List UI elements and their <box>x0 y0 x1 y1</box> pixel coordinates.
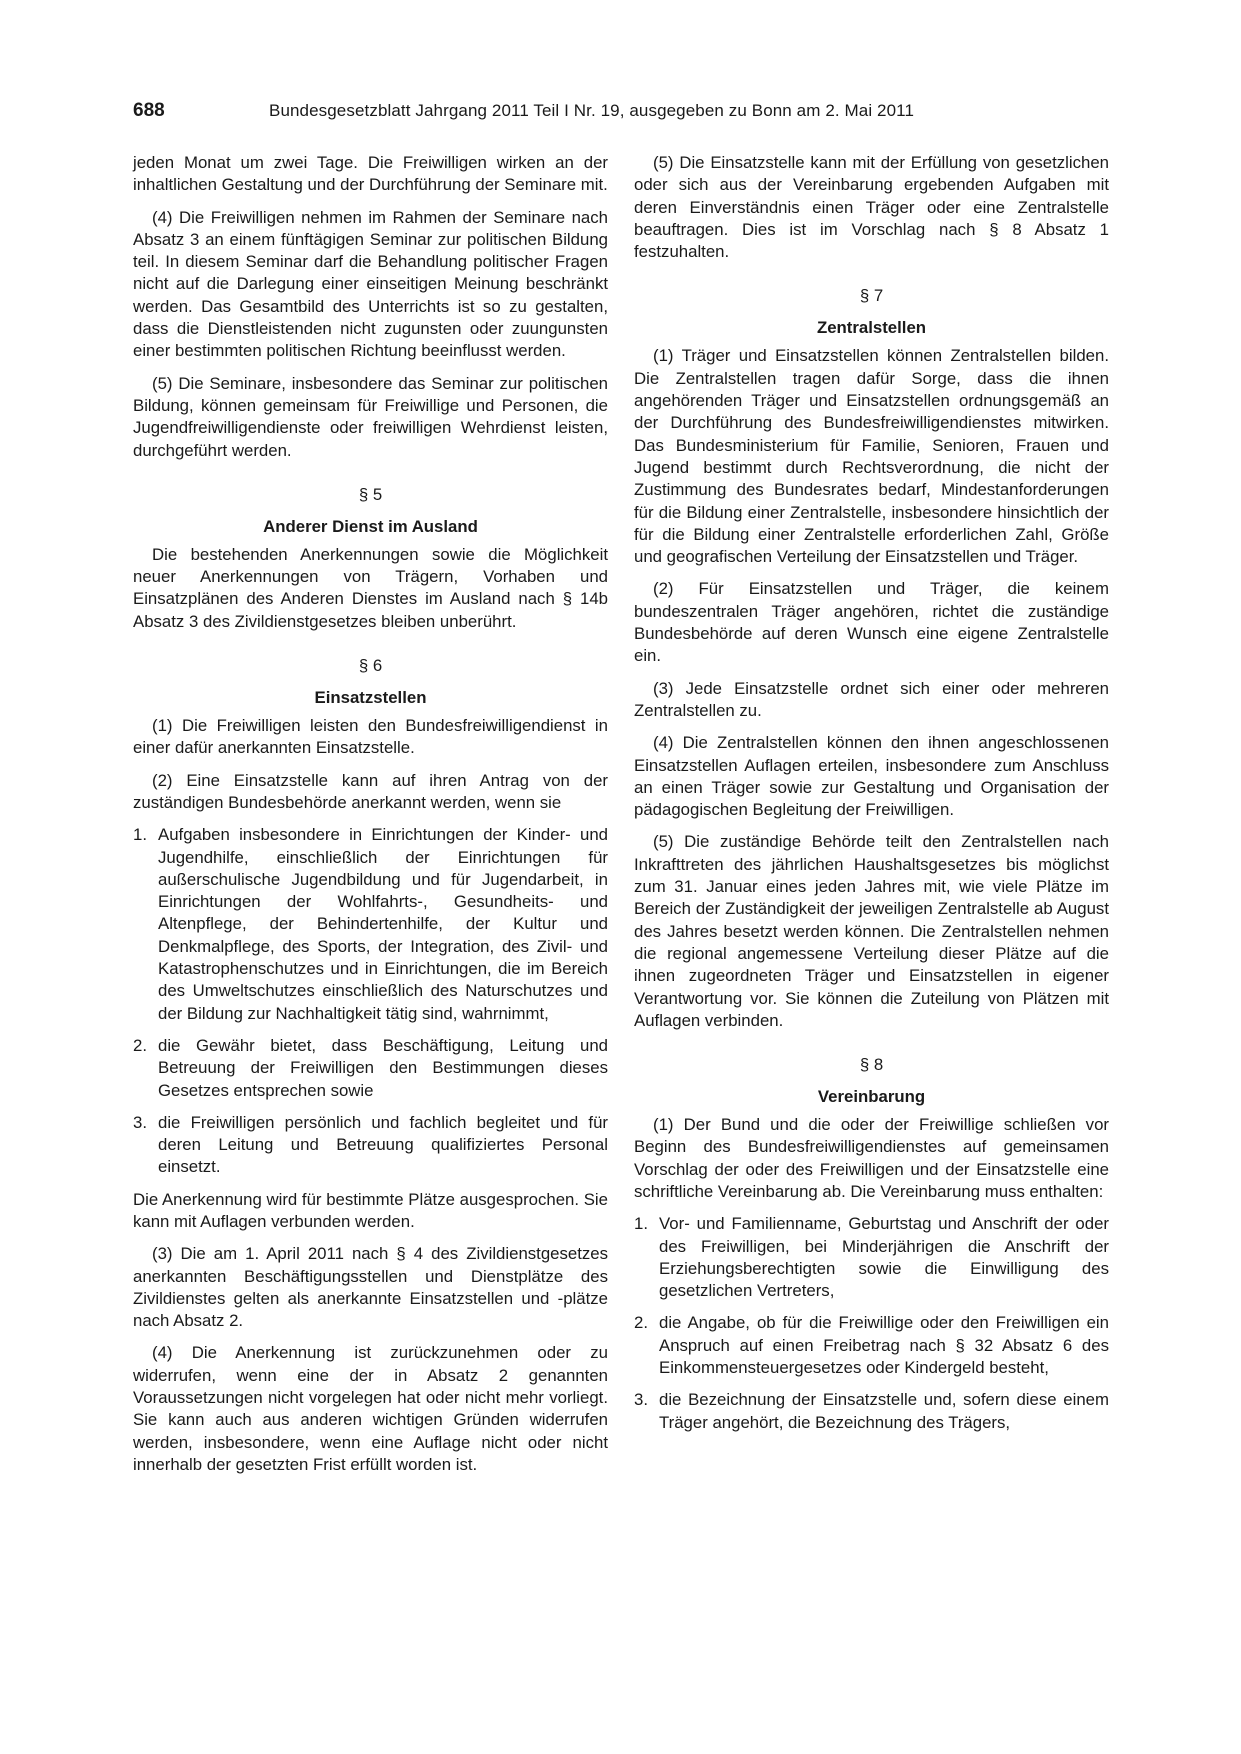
paragraph: (1) Die Freiwilligen leisten den Bundesfreiwilligendienst in einer dafür anerkannten Einsatzstelle. <box>133 716 608 758</box>
paragraph: (2) Eine Einsatzstelle kann auf ihren Antrag von der zuständigen Bundesbehörde anerkannt werden, wenn sie <box>133 770 608 812</box>
list-text: die Gewähr bietet, dass Beschäftigung, Leitung und Betreuung der Freiwilligen den Bestimmungen dieses Gesetzes entsprechen sowie <box>158 1035 608 1100</box>
paragraph: (4) Die Freiwilligen nehmen im Rahmen der Seminare nach Absatz 3 an einem fünftägigen Seminar zur politischen Bildung teil. In diesem Seminar darf die Behandlung politischer Fragen nicht auf die Darlegung einer einseitigen Meinung beschränkt werden. Das Gesamtbild des Unterrichts ist so zu gestalten, dass die Dienstleistenden nicht zugunsten oder zuungunsten einer bestimmten politischen Richtung beeinflusst werden. <box>133 207 608 361</box>
list-item <box>634 1213 1109 1302</box>
paragraph: (5) Die zuständige Behörde teilt den Zentralstellen nach Inkrafttreten des jährlichen Haushaltsgesetzes bis möglichst zum 31. Januar eines jeden Jahres mit, wie viele Plätze im Bereich der Zuständigkeit der jeweiligen Zentralstelle ab August des Jahres besetzt werden können. Die Zentralstellen nehmen die regional angemessene Verteilung dieser Plätze auf die ihnen zugeordneten Träger und Einsatzstellen in eigener Verantwortung vor. Sie können die Zuteilung von Plätzen mit Auflagen verbinden. <box>634 832 1109 1030</box>
section-title: Vereinbarung <box>817 1087 926 1107</box>
list-text: Vor- und Familienname, Geburtstag und Anschrift der oder des Freiwilligen, bei Minderjährigen die Anschrift der Erziehungsberechtigten sowie die Einwilligung des gesetzlichen Vertreters, <box>659 1214 1109 1301</box>
paragraph: (4) Die Zentralstellen können den ihnen angeschlossenen Einsatzstellen Auflagen erteilen, insbesondere zum Anschluss an einen Träger sowie zur Gestaltung und Organisation der pädagogischen Begleitung der Freiwilligen. <box>634 733 1109 820</box>
paragraph: (3) Jede Einsatzstelle ordnet sich einer oder mehreren Zentralstellen zu. <box>634 678 1109 720</box>
list-text: die Angabe, ob für die Freiwillige oder den Freiwilligen ein Anspruch auf einen Freibetrag nach § 32 Absatz 6 des Einkommensteuergesetzes oder Kindergeld besteht, <box>659 1313 1109 1378</box>
paragraph: (2) Für Einsatzstellen und Träger, die keinem bundeszentralen Träger angehören, richtet die zuständige Bundesbehörde auf deren Wunsch eine eigene Zentralstelle ein. <box>634 579 1109 666</box>
right-column <box>634 152 1109 1444</box>
list-text: die Bezeichnung der Einsatzstelle und, sofern diese einem Träger angehört, die Bezeichnung des Trägers, <box>659 1390 1109 1432</box>
list-item <box>133 1112 608 1179</box>
left-column <box>133 152 608 1486</box>
paragraph: (5) Die Einsatzstelle kann mit der Erfüllung von gesetzlichen oder sich aus der Vereinbarung ergebenden Aufgaben mit deren Einverständnis einen Träger oder eine Zentralstelle beauftragen. Dies ist im Vorschlag nach § 8 Absatz 1 festzuhalten. <box>634 153 1109 262</box>
list-number: 2. <box>133 1035 147 1055</box>
page-number: 688 <box>133 100 165 121</box>
paragraph: (1) Träger und Einsatzstellen können Zentralstellen bilden. Die Zentralstellen tragen dafür Sorge, dass die ihnen angehörenden Träger und Einsatzstellen ordnungsgemäß an der Durchführung des Bundesfreiwilligendienstes mitwirken. Das Bundesministerium für Familie, Senioren, Frauen und Jugend bestimmt durch Rechtsverordnung, die nicht der Zustimmung des Bundesrates bedarf, Mindestanforderungen für die Bildung einer Zentralstelle, insbesondere hinsichtlich der für die Bildung einer Zentralstelle erforderlichen Zahl, Größe und geografischen Verteilung der Einsatzstellen und Träger. <box>634 346 1109 567</box>
paragraph: (3) Die am 1. April 2011 nach § 4 des Zivildienstgesetzes anerkannten Beschäftigungsstellen und Dienstplätze des Zivildienstes gelten als anerkannte Einsatzstellen und -plätze nach Absatz 2. <box>133 1244 608 1331</box>
list-text: die Freiwilligen persönlich und fachlich begleitet und für deren Leitung und Betreuung qualifiziertes Personal einsetzt. <box>158 1112 608 1177</box>
running-title: Bundesgesetzblatt Jahrgang 2011 Teil I Nr. 19, ausgegeben zu Bonn am 2. Mai 2011 <box>269 101 914 120</box>
section-number: § 5 <box>358 484 383 504</box>
list-number: 1. <box>634 1214 648 1234</box>
list-text: Aufgaben insbesondere in Einrichtungen der Kinder- und Jugendhilfe, einschließlich der Einrichtungen für außerschulische Jugendbildung und für Jugendarbeit, in Einrichtungen der Wohlfahrts-, Gesundheits- und Altenpflege, der Behindertenhilfe, der Kultur und Denkmalpflege, des Sports, der Integration, des Zivil- und Katastrophenschutzes und in Einrichtungen, die im Bereich des Umweltschutzes einschließlich des Naturschutzes und der Bildung zur Nachhaltigkeit tätig sind, wahrnimmt, <box>158 825 608 1023</box>
section-number: § 8 <box>859 1055 884 1075</box>
list-item <box>634 1389 1109 1434</box>
list-number: 1. <box>133 825 147 845</box>
paragraph: (5) Die Seminare, insbesondere das Seminar zur politischen Bildung, können gemeinsam für Freiwillige und Personen, die Jugendfreiwilligendienste oder freiwilligen Wehrdienst leisten, durchgeführt werden. <box>133 373 608 460</box>
paragraph: Die Anerkennung wird für bestimmte Plätze ausgesprochen. Sie kann mit Auflagen verbunden werden. <box>133 1189 608 1231</box>
list-number: 2. <box>634 1313 648 1333</box>
paragraph: Die bestehenden Anerkennungen sowie die Möglichkeit neuer Anerkennungen von Trägern, Vorhaben und Einsatzplänen des Anderen Dienstes im Ausland nach § 14b Absatz 3 des Zivildienstgesetzes bleiben unberührt. <box>133 544 608 631</box>
section-title: Zentralstellen <box>816 318 927 338</box>
numbered-list <box>634 1213 1109 1434</box>
numbered-list <box>133 824 608 1178</box>
list-item <box>133 824 608 1025</box>
section-title: Einsatzstellen <box>314 688 427 708</box>
paragraph: jeden Monat um zwei Tage. Die Freiwilligen wirken an der inhaltlichen Gestaltung und der Durchführung der Seminare mit. <box>133 153 608 195</box>
list-number: 3. <box>634 1390 648 1410</box>
list-number: 3. <box>133 1112 147 1132</box>
paragraph: (1) Der Bund und die oder der Freiwillige schließen vor Beginn des Bundesfreiwilligendienstes auf gemeinsamen Vorschlag der oder des Freiwilligen und der Einsatzstelle eine schriftliche Vereinbarung ab. Die Vereinbarung muss enthalten: <box>634 1115 1109 1201</box>
section-number: § 6 <box>358 656 383 676</box>
section-title: Anderer Dienst im Ausland <box>263 516 478 536</box>
list-item <box>634 1312 1109 1379</box>
paragraph: (4) Die Anerkennung ist zurückzunehmen oder zu widerrufen, wenn eine der in Absatz 2 genannten Voraussetzungen nicht vorgelegen hat oder nicht mehr vorliegt. Sie kann auch aus anderen wichtigen Gründen widerrufen werden, insbesondere, wenn eine Auflage nicht oder nicht innerhalb der gesetzten Frist erfüllt worden ist. <box>133 1343 608 1474</box>
list-item <box>133 1035 608 1102</box>
section-number: § 7 <box>859 286 884 306</box>
page-header <box>133 100 1108 126</box>
